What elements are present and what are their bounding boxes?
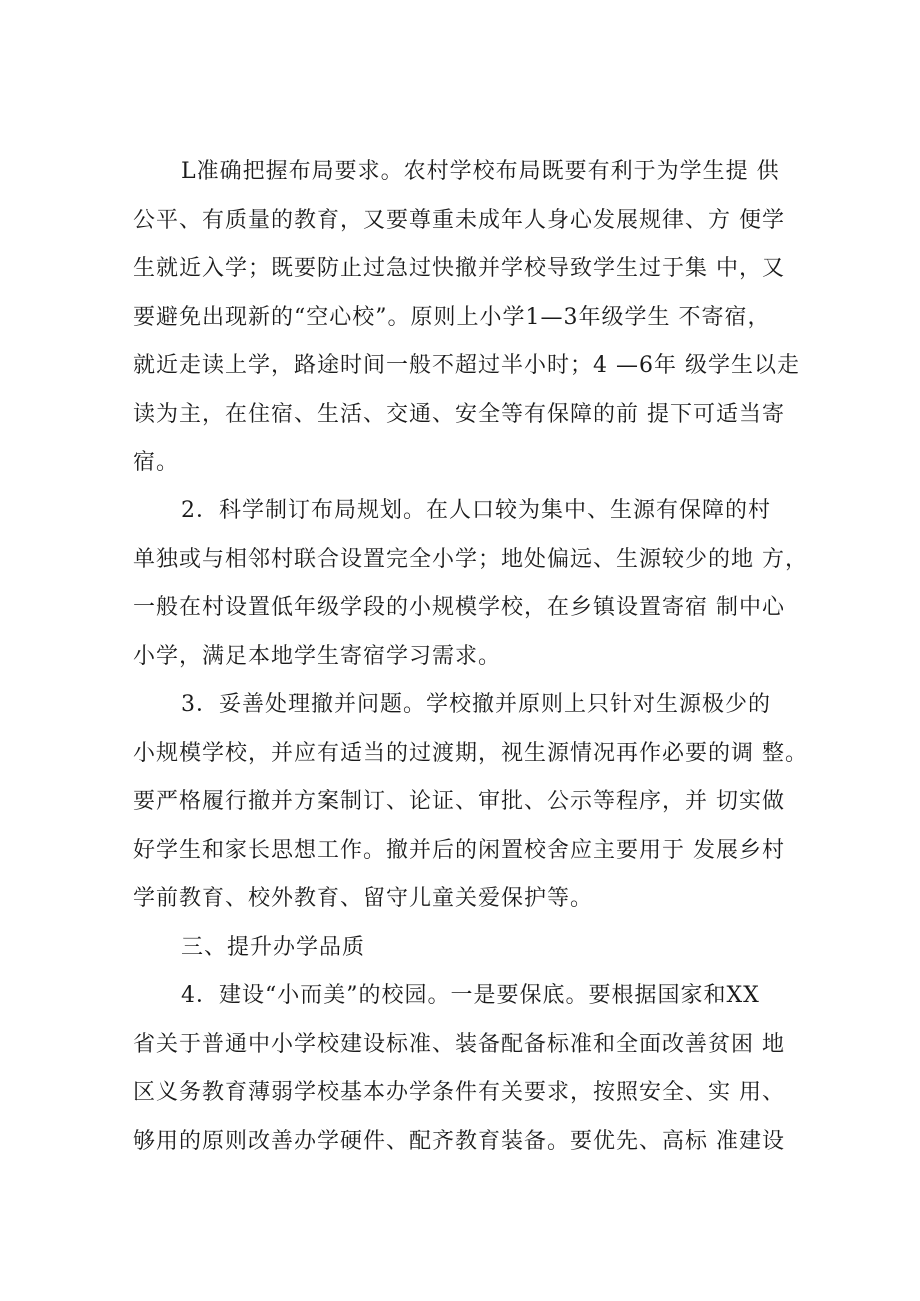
paragraph-3-line-1: 3．妥善处理撤并问题。学校撤并原则上只针对生源极少的 [181,692,771,717]
paragraph-1-line-3: 生就近入学；既要防止过急过快撤并学校导致学生过于集 中，又 [133,256,785,281]
paragraph-1-line-4: 要避免出现新的“空心校”。原则上小学1—3年级学生 不寄宿， [133,305,771,330]
paragraph-4-line-1: 4．建设“小而美”的校园。一是要保底。要根据国家和XX [181,983,760,1008]
paragraph-1-line-1: L准确把握布局要求。农村学校布局既要有利于为学生提 供 [181,159,780,184]
paragraph-1-line-5: 就近走读上学，路途时间一般不超过半小时；4 —6年 级学生以走 [133,353,800,378]
paragraph-4-line-4: 够用的原则改善办学硬件、配齐教育装备。要优先、高标 准建设 [133,1129,785,1154]
paragraph-4-line-3: 区义务教育薄弱学校基本办学条件有关要求，按照安全、实 用、 [133,1080,785,1105]
paragraph-2-line-2: 单独或与相邻村联合设置完全小学；地处偏远、生源较少的地 方， [133,547,808,572]
paragraph-2-line-4: 小学，满足本地学生寄宿学习需求。 [133,644,502,669]
paragraph-3-line-5: 学前教育、校外教育、留守儿童关爱保护等。 [133,886,594,911]
paragraph-1-line-6: 读为主，在住宿、生活、交通、安全等有保障的前 提下可适当寄 [133,402,785,427]
paragraph-1-line-2: 公平、有质量的教育，又要尊重未成年人身心发展规律、方 便学 [133,208,785,233]
paragraph-4-line-2: 省关于普通中小学校建设标准、装备配备标准和全面改善贫困 地 [133,1032,785,1057]
paragraph-3-line-2: 小规模学校，并应有适当的过渡期，视生源情况再作必要的调 整。 [133,741,808,766]
section-heading: 三、提升办学品质 [181,935,366,960]
paragraph-1-line-7: 宿。 [133,450,180,475]
paragraph-3-line-3: 要严格履行撤并方案制订、论证、审批、公示等程序，并 切实做 [133,789,785,814]
paragraph-2-line-3: 一般在村设置低年级学段的小规模学校，在乡镇设置寄宿 制中心 [133,595,785,620]
paragraph-2-line-1: 2．科学制订布局规划。在人口较为集中、生源有保障的村 [181,498,771,523]
paragraph-3-line-4: 好学生和家长思想工作。撤并后的闲置校舍应主要用于 发展乡村 [133,838,785,863]
